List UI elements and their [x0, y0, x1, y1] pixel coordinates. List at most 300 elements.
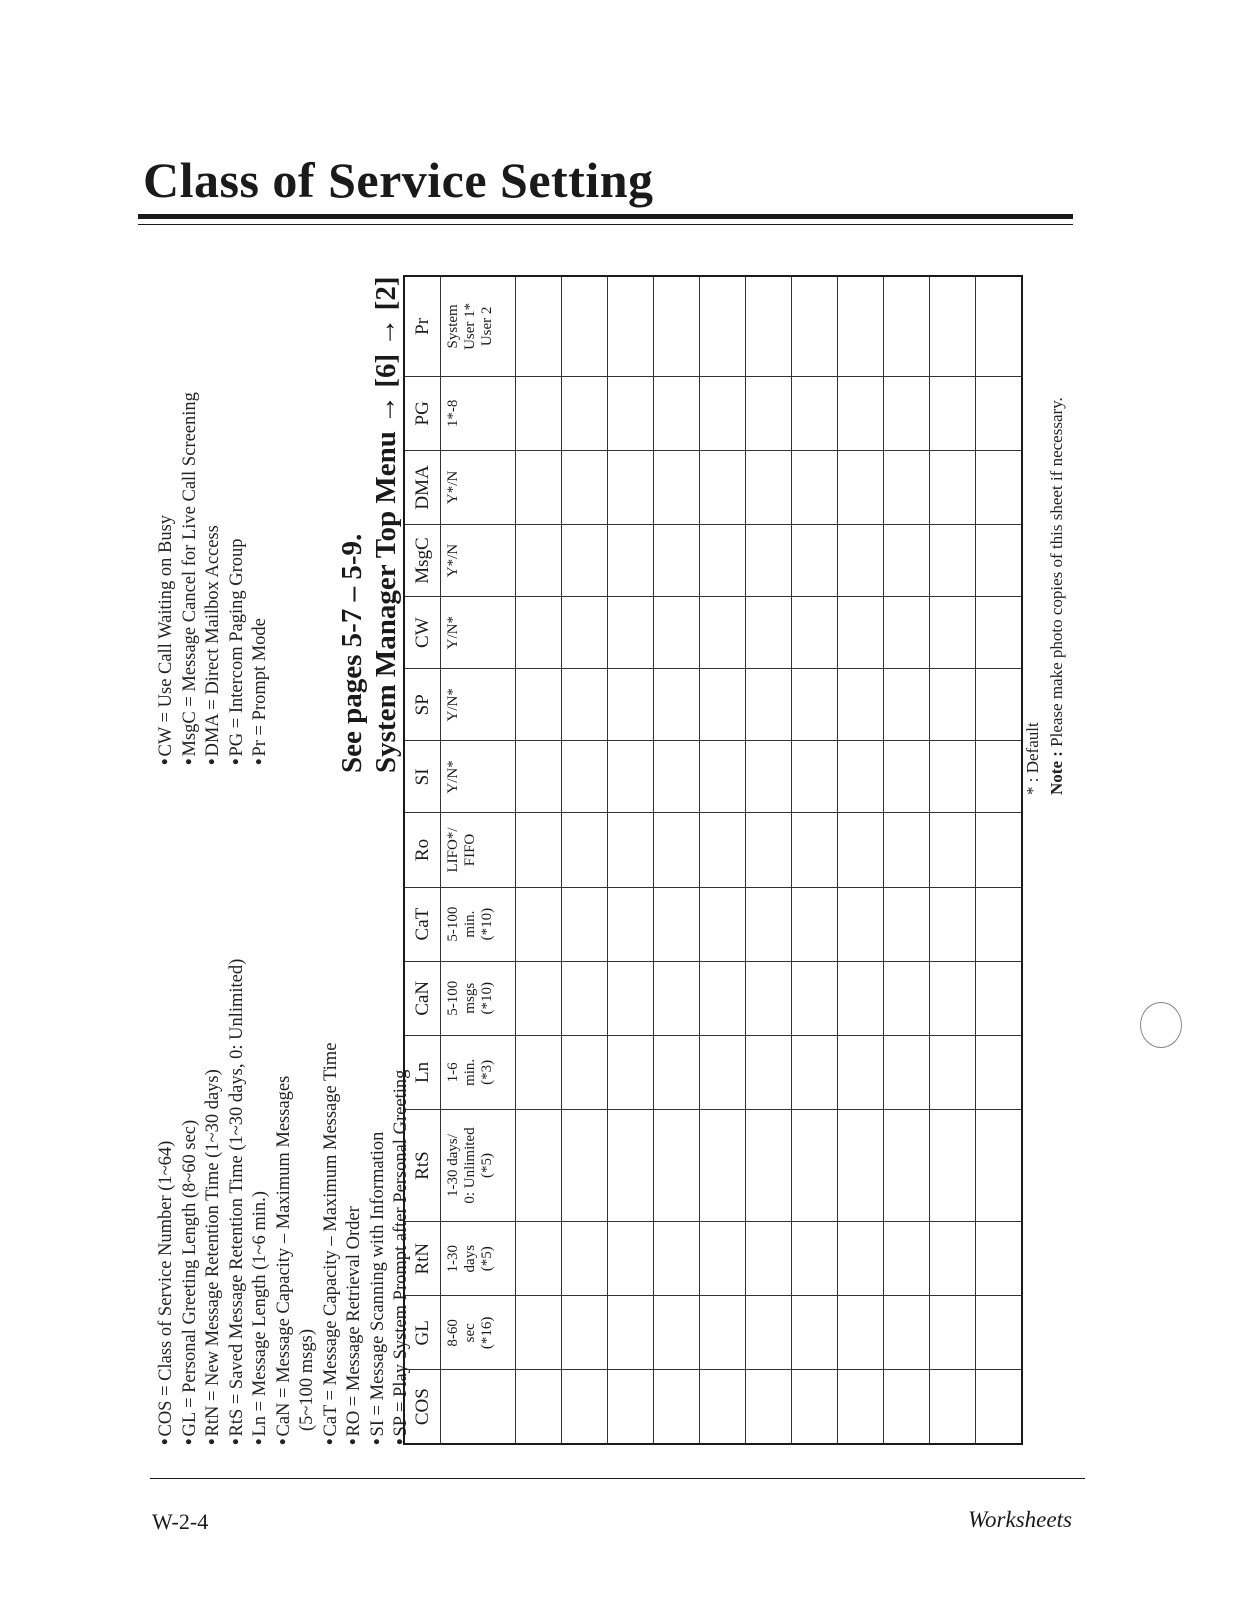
entry-cell[interactable]	[746, 1222, 792, 1296]
entry-cell[interactable]	[930, 1035, 976, 1109]
bullet-icon: •	[156, 1438, 176, 1445]
entry-cell[interactable]	[608, 1296, 654, 1370]
entry-cell[interactable]	[654, 1222, 700, 1296]
entry-cell[interactable]	[792, 376, 838, 450]
option-line: msgs	[462, 982, 478, 1014]
option-cell	[441, 276, 516, 376]
abbreviation-item	[155, 145, 179, 765]
entry-cell[interactable]	[700, 450, 746, 524]
entry-cell[interactable]	[976, 1370, 1023, 1444]
option-line: Y/N*	[445, 688, 461, 722]
entry-cell[interactable]	[608, 1222, 654, 1296]
entry-cell[interactable]	[654, 669, 700, 741]
table-row	[930, 276, 976, 1444]
bullet-icon: •	[250, 758, 270, 765]
abbreviation-text: RO = Message Retrieval Order	[344, 1206, 364, 1437]
entry-cell[interactable]	[516, 1109, 562, 1221]
option-line: min.	[462, 1058, 478, 1086]
entry-cell[interactable]	[976, 376, 1023, 450]
entry-cell[interactable]	[930, 1109, 976, 1221]
option-line: Y/N*	[445, 760, 461, 794]
column-header: DMA	[404, 450, 441, 524]
entry-cell[interactable]	[516, 669, 562, 741]
option-line: (*3)	[479, 1059, 495, 1085]
column-header: SI	[404, 741, 441, 813]
entry-cell[interactable]	[976, 669, 1023, 741]
options-row	[441, 276, 516, 1444]
entry-cell[interactable]	[884, 450, 930, 524]
abbreviation-text: COS = Class of Service Number (1~64)	[156, 1140, 176, 1437]
entry-cell[interactable]	[562, 1370, 608, 1444]
option-cell	[441, 1370, 516, 1444]
option-cell	[441, 669, 516, 741]
entry-cell[interactable]	[516, 741, 562, 813]
entry-cell[interactable]	[516, 597, 562, 669]
option-line: System	[445, 304, 461, 349]
entry-cell[interactable]	[792, 1370, 838, 1444]
option-line: 1-30	[445, 1244, 461, 1273]
abbreviation-item	[226, 765, 250, 1445]
option-line: FIFO	[462, 833, 478, 867]
photocopy-note-label: Note :	[1047, 751, 1066, 795]
entry-cell[interactable]	[838, 961, 884, 1035]
entry-cell[interactable]	[884, 1222, 930, 1296]
entry-cell[interactable]	[608, 1109, 654, 1221]
option-line: (*10)	[479, 907, 495, 941]
option-line: 5-100	[445, 906, 461, 942]
entry-cell[interactable]	[654, 450, 700, 524]
entry-cell[interactable]	[838, 1109, 884, 1221]
entry-cell[interactable]	[746, 525, 792, 597]
abbreviation-text: RtN = New Message Retention Time (1~30 days)	[203, 1069, 223, 1437]
entry-cell[interactable]	[884, 961, 930, 1035]
entry-cell[interactable]	[838, 1035, 884, 1109]
default-legend: * : Default	[1023, 722, 1042, 795]
option-cell	[441, 376, 516, 450]
entry-cell[interactable]	[976, 1296, 1023, 1370]
entry-cell[interactable]	[700, 525, 746, 597]
abbreviation-text: MsgC = Message Cancel for Live Call Screening	[179, 392, 200, 757]
class-of-service-table	[403, 275, 1023, 1445]
column-header: MsgC	[404, 525, 441, 597]
column-header: Pr	[404, 276, 441, 376]
entry-cell[interactable]	[654, 1296, 700, 1370]
entry-cell[interactable]	[930, 525, 976, 597]
table-row	[746, 276, 792, 1444]
abbreviation-text: Ln = Message Length (1~6 min.)	[250, 1191, 270, 1437]
option-cell	[441, 1035, 516, 1109]
entry-cell[interactable]	[608, 669, 654, 741]
entry-cell[interactable]	[608, 961, 654, 1035]
abbreviation-list-left	[155, 765, 414, 1445]
abbreviation-item	[296, 765, 320, 1445]
entry-cell[interactable]	[976, 1222, 1023, 1296]
entry-cell[interactable]	[654, 741, 700, 813]
entry-cell[interactable]	[884, 813, 930, 887]
entry-cell[interactable]	[654, 1035, 700, 1109]
column-header: CaT	[404, 887, 441, 961]
table-row	[700, 276, 746, 1444]
abbreviation-text: SP = Play System Prompt after Personal Greeting	[391, 1069, 411, 1437]
entry-cell[interactable]	[976, 741, 1023, 813]
entry-cell[interactable]	[838, 1296, 884, 1370]
abbreviation-text: SI = Message Scanning with Information	[367, 1131, 388, 1437]
entry-cell[interactable]	[884, 376, 930, 450]
entry-cell[interactable]	[884, 597, 930, 669]
entry-cell[interactable]	[562, 669, 608, 741]
column-header: SP	[404, 669, 441, 741]
entry-cell[interactable]	[838, 669, 884, 741]
option-line: LIFO*/	[445, 827, 461, 873]
option-line: (*16)	[479, 1316, 495, 1350]
bullet-icon: •	[367, 1438, 388, 1445]
entry-cell[interactable]	[562, 597, 608, 669]
entry-cell[interactable]	[516, 450, 562, 524]
option-cell	[441, 1296, 516, 1370]
abbreviation-item	[367, 765, 391, 1445]
option-line	[462, 1370, 479, 1443]
hole-punch-mark	[1140, 1002, 1182, 1048]
table-row	[838, 276, 884, 1444]
option-cell	[441, 450, 516, 524]
entry-cell[interactable]	[562, 741, 608, 813]
abbreviation-item	[202, 765, 226, 1445]
entry-cell[interactable]	[930, 961, 976, 1035]
option-cell	[441, 741, 516, 813]
option-line: Y*/N	[445, 543, 461, 578]
option-line: 5-100	[445, 980, 461, 1016]
option-line: sec	[462, 1323, 478, 1343]
entry-cell[interactable]	[792, 1296, 838, 1370]
page-title: Class of Service Setting	[143, 152, 654, 208]
bullet-icon: •	[179, 1438, 200, 1445]
entry-cell[interactable]	[654, 813, 700, 887]
option-cell	[441, 813, 516, 887]
entry-cell[interactable]	[746, 376, 792, 450]
entry-cell[interactable]	[976, 450, 1023, 524]
bullet-icon: •	[344, 1438, 364, 1445]
table-row	[884, 276, 930, 1444]
entry-cell[interactable]	[746, 1109, 792, 1221]
column-header: GL	[404, 1296, 441, 1370]
entry-cell[interactable]	[608, 887, 654, 961]
entry-cell[interactable]	[562, 376, 608, 450]
entry-cell[interactable]	[976, 525, 1023, 597]
entry-cell[interactable]	[746, 276, 792, 376]
abbreviation-item	[249, 145, 273, 765]
entry-cell[interactable]	[792, 961, 838, 1035]
footer-rule	[150, 1478, 1085, 1479]
entry-cell[interactable]	[654, 1370, 700, 1444]
entry-cell[interactable]	[562, 450, 608, 524]
entry-cell[interactable]	[700, 1370, 746, 1444]
entry-cell[interactable]	[562, 961, 608, 1035]
entry-cell[interactable]	[654, 597, 700, 669]
entry-cell[interactable]	[700, 1035, 746, 1109]
section-name: Worksheets	[968, 1507, 1072, 1532]
entry-cell[interactable]	[516, 961, 562, 1035]
entry-cell[interactable]	[608, 450, 654, 524]
entry-cell[interactable]	[930, 450, 976, 524]
entry-cell[interactable]	[792, 450, 838, 524]
abbreviation-item	[226, 145, 250, 765]
column-header: COS	[404, 1370, 441, 1444]
abbreviation-text: DMA = Direct Mailbox Access	[203, 525, 223, 757]
entry-cell[interactable]	[792, 1035, 838, 1109]
entry-cell[interactable]	[746, 450, 792, 524]
entry-cell[interactable]	[930, 1296, 976, 1370]
abbreviation-text: (5~100 msgs)	[297, 1329, 317, 1431]
entry-cell[interactable]	[838, 1370, 884, 1444]
abbreviation-item	[343, 765, 367, 1445]
entry-cell[interactable]	[516, 276, 562, 376]
entry-cell[interactable]	[838, 276, 884, 376]
entry-cell[interactable]	[654, 525, 700, 597]
bullet-icon: •	[226, 1438, 247, 1445]
entry-cell[interactable]	[884, 1370, 930, 1444]
entry-cell[interactable]	[884, 1035, 930, 1109]
entry-cell[interactable]	[562, 1109, 608, 1221]
entry-cell[interactable]	[516, 376, 562, 450]
entry-cell[interactable]	[792, 669, 838, 741]
bullet-icon: •	[203, 758, 223, 765]
option-line: (*5)	[479, 1153, 495, 1179]
entry-cell[interactable]	[976, 276, 1023, 376]
entry-cell[interactable]	[516, 1035, 562, 1109]
option-line: User 1*	[462, 302, 478, 350]
abbreviation-item	[155, 765, 179, 1445]
entry-cell[interactable]	[930, 669, 976, 741]
entry-cell[interactable]	[884, 1109, 930, 1221]
entry-cell[interactable]	[700, 1109, 746, 1221]
photocopy-note	[1047, 397, 1067, 795]
option-cell	[441, 1222, 516, 1296]
entry-cell[interactable]	[654, 961, 700, 1035]
bullet-icon: •	[250, 1438, 270, 1445]
entry-cell[interactable]	[700, 376, 746, 450]
option-line: Y*/N	[445, 470, 461, 505]
abbreviation-text: CaN = Message Capacity – Maximum Messages	[273, 1075, 294, 1437]
column-header: RtN	[404, 1222, 441, 1296]
bullet-icon: •	[273, 1438, 294, 1445]
photocopy-note-text: Please make photo copies of this sheet if necessary.	[1047, 397, 1066, 747]
entry-cell[interactable]	[930, 276, 976, 376]
abbreviation-item	[179, 145, 203, 765]
entry-cell[interactable]	[654, 276, 700, 376]
abbreviation-text: CaT = Message Capacity – Maximum Message Time	[320, 1042, 341, 1437]
entry-cell[interactable]	[746, 887, 792, 961]
entry-cell[interactable]	[516, 1222, 562, 1296]
option-line: (*10)	[479, 982, 495, 1015]
entry-cell[interactable]	[700, 1222, 746, 1296]
entry-cell[interactable]	[562, 1035, 608, 1109]
entry-cell[interactable]	[930, 597, 976, 669]
abbreviation-item	[249, 765, 273, 1445]
entry-cell[interactable]	[838, 525, 884, 597]
see-pages-reference: See pages 5-7 – 5-9.	[336, 533, 368, 773]
entry-cell[interactable]	[700, 813, 746, 887]
abbreviation-item	[273, 765, 297, 1445]
entry-cell[interactable]	[976, 1035, 1023, 1109]
entry-cell[interactable]	[608, 1035, 654, 1109]
column-header: RtS	[404, 1109, 441, 1221]
entry-cell[interactable]	[930, 376, 976, 450]
entry-cell[interactable]	[838, 450, 884, 524]
option-line: 0: Unlimited	[462, 1127, 478, 1204]
entry-cell[interactable]	[838, 376, 884, 450]
bullet-icon: •	[226, 758, 247, 765]
entry-cell[interactable]	[838, 597, 884, 669]
entry-cell[interactable]	[608, 813, 654, 887]
entry-cell[interactable]	[608, 597, 654, 669]
bullet-icon: •	[203, 1438, 223, 1445]
entry-cell[interactable]	[746, 669, 792, 741]
option-line: 1-6	[445, 1062, 461, 1083]
option-line: min.	[462, 910, 478, 938]
entry-cell[interactable]	[976, 813, 1023, 887]
entry-cell[interactable]	[516, 813, 562, 887]
entry-cell[interactable]	[746, 1370, 792, 1444]
entry-cell[interactable]	[930, 813, 976, 887]
entry-cell[interactable]	[654, 887, 700, 961]
column-header: Ln	[404, 1035, 441, 1109]
entry-cell[interactable]	[838, 741, 884, 813]
entry-cell[interactable]	[746, 813, 792, 887]
worksheet-body	[155, 145, 1066, 1445]
page-number: W-2-4	[152, 1509, 209, 1534]
entry-cell[interactable]	[608, 1370, 654, 1444]
entry-cell[interactable]	[562, 525, 608, 597]
table-row	[562, 276, 608, 1444]
entry-cell[interactable]	[562, 813, 608, 887]
entry-cell[interactable]	[516, 1296, 562, 1370]
entry-cell[interactable]	[884, 276, 930, 376]
abbreviation-text: CW = Use Call Waiting on Busy	[156, 514, 176, 757]
entry-cell[interactable]	[700, 961, 746, 1035]
entry-cell[interactable]	[654, 1109, 700, 1221]
entry-cell[interactable]	[884, 1296, 930, 1370]
abbreviation-text: RtS = Saved Message Retention Time (1~30 days, 0: Unlimited)	[226, 958, 247, 1437]
entry-cell[interactable]	[608, 376, 654, 450]
entry-cell[interactable]	[930, 1370, 976, 1444]
entry-cell[interactable]	[930, 741, 976, 813]
option-line: User 2	[479, 306, 495, 347]
table-row	[608, 276, 654, 1444]
entry-cell[interactable]	[746, 741, 792, 813]
abbreviation-item	[320, 765, 344, 1445]
entry-cell[interactable]	[516, 887, 562, 961]
entry-cell[interactable]	[700, 741, 746, 813]
abbreviation-list-right	[155, 145, 273, 765]
entry-cell[interactable]	[838, 1222, 884, 1296]
entry-cell[interactable]	[930, 887, 976, 961]
option-line: (*5)	[479, 1246, 495, 1272]
entry-cell[interactable]	[976, 597, 1023, 669]
column-header: CW	[404, 597, 441, 669]
entry-cell[interactable]	[976, 887, 1023, 961]
entry-cell[interactable]	[792, 813, 838, 887]
entry-cell[interactable]	[792, 525, 838, 597]
option-line: days	[462, 1244, 478, 1273]
entry-cell[interactable]	[700, 887, 746, 961]
option-cell	[441, 525, 516, 597]
entry-cell[interactable]	[700, 1296, 746, 1370]
option-line: 1-30 days/	[445, 1134, 461, 1197]
entry-cell[interactable]	[838, 813, 884, 887]
entry-cell[interactable]	[700, 276, 746, 376]
entry-cell[interactable]	[608, 741, 654, 813]
bullet-icon: •	[156, 758, 176, 765]
entry-cell[interactable]	[654, 376, 700, 450]
entry-cell[interactable]	[516, 1370, 562, 1444]
abbreviation-item	[179, 765, 203, 1445]
bullet-icon: •	[179, 758, 200, 765]
entry-cell[interactable]	[562, 1296, 608, 1370]
entry-cell[interactable]	[700, 669, 746, 741]
option-line: 8-60	[445, 1319, 461, 1347]
entry-cell[interactable]	[608, 276, 654, 376]
abbreviation-item	[202, 145, 226, 765]
option-cell	[441, 887, 516, 961]
bullet-icon: •	[391, 1438, 411, 1445]
entry-cell[interactable]	[792, 741, 838, 813]
entry-cell[interactable]	[792, 276, 838, 376]
option-line: Y/N*	[445, 616, 461, 650]
entry-cell[interactable]	[930, 1222, 976, 1296]
table-header-row	[404, 276, 441, 1444]
entry-cell[interactable]	[838, 887, 884, 961]
table-row	[976, 276, 1023, 1444]
entry-cell[interactable]	[746, 1035, 792, 1109]
entry-cell[interactable]	[976, 1109, 1023, 1221]
entry-cell[interactable]	[792, 887, 838, 961]
column-header: CaN	[404, 961, 441, 1035]
menu-path: System Manager Top Menu → [6] → [2]	[370, 276, 402, 773]
entry-cell[interactable]	[884, 525, 930, 597]
option-line	[445, 1370, 462, 1443]
entry-cell[interactable]	[976, 961, 1023, 1035]
table-row	[516, 276, 562, 1444]
entry-cell[interactable]	[792, 1109, 838, 1221]
option-cell	[441, 1109, 516, 1221]
entry-cell[interactable]	[700, 597, 746, 669]
entry-cell[interactable]	[746, 597, 792, 669]
abbreviation-text: Pr = Prompt Mode	[250, 618, 270, 757]
entry-cell[interactable]	[608, 525, 654, 597]
entry-cell[interactable]	[792, 597, 838, 669]
column-header: Ro	[404, 813, 441, 887]
abbreviation-text: GL = Personal Greeting Length (8~60 sec)	[179, 1119, 200, 1437]
bullet-icon: •	[320, 1438, 341, 1445]
entry-cell[interactable]	[884, 741, 930, 813]
entry-cell[interactable]	[884, 669, 930, 741]
entry-cell[interactable]	[562, 887, 608, 961]
column-header: PG	[404, 376, 441, 450]
table-row	[654, 276, 700, 1444]
entry-cell[interactable]	[516, 525, 562, 597]
entry-cell[interactable]	[792, 1222, 838, 1296]
abbreviation-text: PG = Intercom Paging Group	[226, 538, 247, 757]
option-cell	[441, 961, 516, 1035]
table-row	[792, 276, 838, 1444]
option-cell	[441, 597, 516, 669]
entry-cell[interactable]	[884, 887, 930, 961]
option-line: 1*-8	[445, 399, 461, 428]
entry-cell[interactable]	[562, 1222, 608, 1296]
entry-cell[interactable]	[746, 1296, 792, 1370]
entry-cell[interactable]	[562, 276, 608, 376]
entry-cell[interactable]	[746, 961, 792, 1035]
